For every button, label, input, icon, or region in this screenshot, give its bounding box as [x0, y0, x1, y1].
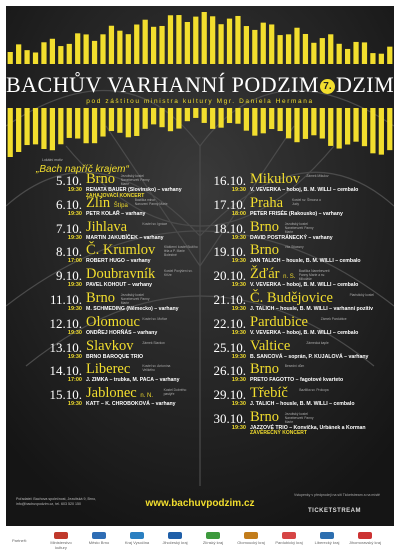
event-city-name: Doubravník [86, 266, 156, 283]
event-city [250, 409, 279, 426]
event-time: 19:30 [231, 329, 246, 336]
event-performer: J. ZIMKA – trubka, M. PACA – varhany [86, 377, 180, 384]
organ-pipe [75, 108, 80, 139]
sponsor-logo-mark [244, 532, 258, 539]
sponsor-name: Jihočeský kraj [162, 540, 188, 545]
organ-pipe [84, 34, 89, 64]
event-venue: Kostel sv. Antonína Velikého [142, 364, 171, 373]
organ-pipe [16, 44, 21, 64]
event-city [250, 219, 279, 236]
event-city [250, 338, 290, 355]
event-performer: J. TALICH – housle, B. M. WILLI – cembalo [250, 401, 355, 408]
sponsor-logo [348, 532, 382, 545]
event-performer: RENATA BAUER (Slovinsko) – varhany [86, 187, 182, 193]
event-city [86, 361, 130, 378]
event-performer: PETER FRISÉE (Rakousko) – varhany [250, 210, 343, 217]
event-city-name: Žďár [250, 266, 280, 283]
event-city-name: Brno [250, 242, 279, 259]
organ-pipe [294, 28, 299, 64]
organ-pipe [244, 108, 249, 131]
organ-pipe [92, 108, 97, 143]
event-note: ZAHAJOVACÍ KONCERT [86, 192, 145, 199]
organ-pipe [269, 108, 274, 129]
event-performer: BRNO BAROQUE TRIO [86, 353, 144, 360]
event-time: 19:30 [67, 282, 82, 289]
event-city-name: Brno [250, 408, 279, 425]
sponsor-logo [44, 532, 78, 550]
organ-pipe [362, 108, 367, 146]
event-venue: Kostel Povýšení sv. Kříže [164, 269, 193, 278]
tagline-small: Lokální motiv [42, 158, 63, 162]
title-text: BACHŮV VARHANNÍ PODZIM [6, 72, 319, 97]
sponsor-logo-mark [320, 532, 334, 539]
event-city [250, 314, 308, 331]
event-time: 19:30 [67, 210, 82, 217]
event-date: 13.10. [49, 339, 82, 355]
organ-pipe [134, 25, 139, 64]
event-performer: KATT – K. CHROBOKOVÁ – varhany [86, 401, 176, 408]
event-city [86, 338, 134, 355]
organ-pipe [303, 108, 308, 139]
website-link[interactable]: www.bachuvpodzim.cz [145, 498, 255, 509]
event-city-suffix: n. S. [283, 274, 296, 281]
sponsor-logo-mark [358, 532, 372, 539]
event-date: 12.10. [49, 315, 82, 331]
organ-pipe [227, 19, 232, 64]
event-time: 19:30 [231, 234, 246, 241]
organ-pipe [41, 108, 46, 149]
event-date: 20.10. [213, 268, 246, 284]
sponsor-name: Pardubický kraj [275, 540, 303, 545]
event-city [86, 385, 153, 402]
organ-pipe [168, 108, 173, 131]
event-venue: Zámecká kaple [306, 340, 329, 345]
organ-pipe [100, 34, 105, 64]
organ-pipe [328, 108, 333, 146]
event-venue: Kostel sv. Šimona a Judy [292, 197, 321, 206]
organ-pipe [286, 108, 291, 138]
event-time: 19:30 [231, 424, 246, 431]
organizer-note: Pořadatel: Bachova společnost, Jezuitská 9, Brno, info@bachuvpodzim.cz, tel. 603 520 150 [16, 497, 97, 506]
event-city [250, 385, 288, 402]
organ-pipe [50, 39, 55, 64]
organ-pipe [261, 108, 266, 133]
event-date: 18.10. [213, 220, 246, 236]
organ-pipe [353, 42, 358, 64]
event-city-name: Č. Krumlov [86, 242, 156, 259]
organ-pipe [227, 108, 232, 123]
event-venue: Kostel sv. Mořice [142, 316, 168, 321]
organ-pipe [252, 30, 257, 64]
sponsor-logo [310, 532, 344, 545]
event-venue: Vila Stiassny [284, 245, 304, 250]
event-city-name: Zlín [86, 194, 111, 211]
organ-pipe [151, 108, 156, 124]
event-date: 21.10. [213, 291, 246, 307]
organ-pipe [218, 24, 223, 64]
organ-pipe [176, 108, 181, 129]
event-city-name: Olomouc [86, 313, 140, 330]
organ-pipe [252, 108, 257, 136]
organ-pipe [134, 108, 139, 136]
organ-pipe [117, 31, 122, 64]
sponsor-logo [272, 532, 306, 545]
event-performer: JAZZOVÉ TRIO – Konvička, Urbánek a Korman [250, 424, 366, 431]
event-city [250, 361, 279, 378]
event-city-name: Jihlava [86, 218, 128, 235]
organ-pipe [379, 108, 384, 155]
event-city-name: Třebíč [250, 385, 288, 402]
organ-pipe [337, 108, 342, 149]
title-text-end: DZIM [335, 72, 394, 97]
organ-pipe [320, 38, 325, 64]
event-performer: V. VEVERKA – hoboj, B. M. WILLI – cembalo [250, 282, 359, 289]
event-venue: Piaristický kostel [349, 292, 374, 297]
sponsor-logo [234, 532, 268, 545]
organ-pipe [202, 108, 207, 123]
event-city [86, 242, 155, 259]
event-date: 25.10. [213, 339, 246, 355]
organ-pipe [33, 108, 38, 144]
event-venue: Jezuitský kostel Nanebevzetí Panny Marie [284, 411, 314, 424]
event-performer: MARTIN JAKUBÍČEK – varhany [86, 234, 164, 241]
event-city [250, 171, 300, 188]
event-city [86, 195, 128, 212]
organ-pipe [353, 108, 358, 142]
organ-pipe [185, 108, 190, 121]
ticketstream-logo[interactable]: TICKETSTREAM [308, 508, 361, 514]
organ-pipe [303, 34, 308, 64]
event-time: 19:30 [67, 353, 82, 360]
event-performer: ONDŘEJ HORŇÁS – varhany [86, 329, 158, 336]
sponsor-logo [82, 532, 116, 545]
organ-pipe [320, 108, 325, 139]
event-city-name: Brno [250, 361, 279, 378]
event-date: 15.10. [49, 387, 82, 403]
event-performer: B. SANCOVÁ – soprán, P. KUJALOVÁ – varhany [250, 353, 369, 360]
organ-pipe [193, 17, 198, 64]
event-city-name: Brno [86, 289, 115, 306]
organ-pipe [379, 54, 384, 64]
event-venue: Kostel Dobrého pastýře [163, 388, 187, 397]
organ-pipe [387, 108, 392, 150]
event-time: 19:30 [231, 401, 246, 408]
event-city-suffix: n. N. [140, 393, 154, 400]
sponsor-logo [120, 532, 154, 545]
event-date: 11.10. [49, 291, 82, 307]
event-time: 19:30 [231, 353, 246, 360]
organ-pipe [67, 44, 72, 64]
organ-pipe [261, 23, 266, 64]
organ-pipe [24, 108, 29, 145]
organ-pipe [126, 108, 131, 137]
organ-pipe [193, 108, 198, 118]
event-time: 19:30 [231, 305, 246, 312]
event-city [86, 171, 115, 188]
event-time: 19:30 [67, 401, 82, 408]
event-date: 9.10. [56, 268, 82, 284]
event-city-suffix: Štípa [113, 202, 128, 209]
poster [6, 6, 394, 526]
organ-pipe [286, 34, 291, 64]
event-date: 8.10. [56, 244, 82, 260]
organ-pipe [311, 43, 316, 64]
organ-pipe [235, 16, 240, 64]
organ-pipe [244, 26, 249, 64]
event-city-name: Brno [86, 171, 115, 187]
organ-pipe [387, 47, 392, 64]
event-venue: Bazilika Nanebevzetí Panny Marie a sv. Mikuláše [298, 269, 330, 282]
event-city-name: Pardubice [250, 313, 308, 330]
organ-pipe [278, 35, 283, 64]
event-city-name: Praha [250, 194, 284, 211]
sponsor-logo-mark [54, 532, 68, 539]
organ-pipe [117, 108, 122, 133]
organ-pipe [168, 15, 173, 64]
event-venue: Jezuitský kostel Nanebevzetí Panny Marie [120, 174, 150, 186]
event-time: 19:30 [67, 305, 82, 312]
organ-pipe [176, 15, 181, 64]
organ-pipe [143, 108, 148, 129]
event-venue: Kostel sv. Ignáce [142, 221, 168, 226]
organ-pipe [362, 42, 367, 64]
event-time: 19:30 [231, 377, 246, 384]
tagline: „Bach napříč krajem“ [36, 164, 129, 175]
organ-pipe [67, 108, 72, 138]
organ-pipe [210, 108, 215, 129]
event-performer: V. VEVERKA – hoboj, B. M. WILLI – cembalo [250, 329, 359, 336]
event-performer: PRETO FAGOTTO – fagotové kvarteto [250, 377, 344, 384]
organ-pipe [75, 33, 80, 64]
event-time: 19:30 [231, 187, 246, 193]
event-date: 26.10. [213, 363, 246, 379]
organ-pipe [24, 50, 29, 64]
organ-pipe [294, 108, 299, 142]
organ-pipe [100, 108, 105, 137]
organ-pipe [328, 34, 333, 64]
sponsors-label: Partneři: [12, 538, 28, 543]
event-performer: PAVEL KOHOUT – varhany [86, 282, 153, 289]
sponsor-name: Liberecký kraj [314, 540, 340, 545]
organ-pipe [210, 16, 215, 64]
event-venue: Jezuitský kostel Nanebevzetí Panny Marie [284, 221, 314, 234]
event-performer: M. SCHMEDING (Německo) – varhany [86, 305, 179, 312]
event-venue: Zámek Pardubice [320, 316, 347, 321]
event-city-name: Mikulov [250, 171, 300, 187]
event-city-name: Slavkov [86, 337, 134, 354]
sponsors-bar [0, 527, 400, 560]
event-city-name: Jablonec [86, 385, 137, 402]
event-time: 17:00 [67, 258, 82, 265]
organ-pipe [8, 108, 13, 157]
event-performer: ROBERT HUGO – varhany [86, 258, 151, 265]
event-date: 7.10. [56, 220, 82, 236]
event-city [86, 314, 140, 331]
organ-pipe [202, 12, 207, 64]
organ-pipe [143, 20, 148, 64]
event-city [86, 266, 155, 283]
sponsor-logo [196, 532, 230, 545]
sponsor-logo-mark [206, 532, 220, 539]
event-time: 17:00 [67, 377, 82, 384]
sponsor-name: Olomoucký kraj [237, 540, 265, 545]
organ-pipe [84, 108, 89, 143]
ticket-note: Vstupenky v předprodeji na síti Ticketstream a na místě [294, 493, 380, 497]
event-performer: JAN TALICH – housle, B. M. WILLI – cembalo [250, 258, 361, 265]
event-date: 29.10. [213, 387, 246, 403]
event-venue: Jezuitský kostel Nanebevzetí Panny Marie [120, 292, 150, 305]
event-date: 22.10. [213, 315, 246, 331]
sponsor-name: Město Brno [88, 540, 110, 545]
organ-pipe [126, 34, 131, 64]
event-venue: Klášterní kostel Božího těla a P. Marie Bolestné [164, 245, 198, 258]
sponsor-name: Kraj Vysočina [124, 540, 150, 545]
event-city-name: Valtice [250, 337, 291, 354]
sponsor-logo-mark [168, 532, 182, 539]
sponsor-logo [158, 532, 192, 545]
organ-pipe [370, 53, 375, 64]
organ-pipe [345, 49, 350, 64]
sponsor-logo-mark [282, 532, 296, 539]
organ-pipe [109, 108, 114, 131]
event-city [250, 266, 295, 283]
organ-pipe [151, 27, 156, 64]
organ-pipe [370, 108, 375, 153]
event-time: 19:30 [231, 282, 246, 289]
event-date: 17.10. [213, 196, 246, 212]
event-date: 19.10. [213, 244, 246, 260]
event-venue: Zámek Mikulov [306, 174, 329, 178]
sponsor-logo-mark [92, 532, 106, 539]
event-performer: DAVID POSTRÁNECKÝ – varhany [250, 234, 333, 241]
event-date: 6.10. [56, 196, 82, 212]
event-time: 19:30 [67, 234, 82, 241]
sponsor-name: Ministerstvo kultury [50, 540, 72, 550]
event-venue: Bazilika sv. Prokopa [299, 388, 329, 393]
event-performer: J. TALICH – housle, B. M. WILLI – varhanní pozitiv [250, 305, 373, 312]
event-time: 19:30 [67, 329, 82, 336]
event-venue: Besední dům [284, 364, 305, 369]
sponsor-logo-mark [130, 532, 144, 539]
organ-pipe [345, 108, 350, 145]
event-city-name: Č. Budějovice [250, 289, 333, 306]
event-city-name: Brno [250, 218, 279, 235]
event-date: 14.10. [49, 363, 82, 379]
organ-pipe [33, 52, 38, 64]
event-time: 18:00 [231, 210, 246, 217]
organ-pipe [58, 46, 63, 64]
event-date: 5.10. [56, 173, 82, 188]
organ-pipe [41, 42, 46, 64]
event-city [250, 195, 283, 212]
organ-pipe [185, 22, 190, 64]
event-performer: V. VEVERKA – hoboj, B. M. WILLI – cembalo [250, 187, 359, 193]
organ-pipe [235, 108, 240, 124]
event-date: 30.10. [213, 410, 246, 426]
event-city [86, 290, 115, 307]
event-date: 16.10. [213, 173, 246, 188]
organ-pipe [278, 108, 283, 131]
organ-pipe [159, 108, 164, 127]
event-time: 19:30 [231, 258, 246, 265]
organ-pipe [311, 108, 316, 135]
organ-pipe [218, 108, 223, 128]
sponsor-name: Zlínský kraj [202, 540, 224, 545]
sponsor-name: Jihomoravský kraj [348, 540, 381, 545]
organ-pipe [92, 41, 97, 64]
organ-pipe [109, 26, 114, 64]
event-performer: PETR KOLAŘ – varhany [86, 210, 146, 217]
organ-pipe [8, 52, 13, 64]
event-note: ZÁVĚREČNÝ KONCERT [250, 430, 307, 437]
organ-pipe [50, 108, 55, 150]
event-venue: Zámek Slavkov [142, 340, 165, 345]
event-venue: Bazilika minor Narození Panny Marie [134, 197, 168, 206]
organ-pipe [337, 44, 342, 64]
festival-title [6, 72, 394, 98]
event-time: 19:30 [67, 187, 82, 193]
organ-pipe [269, 24, 274, 64]
event-city [250, 242, 279, 259]
festival-subtitle: pod záštitou ministra kultury Mgr. Daniela Hermana [86, 98, 314, 105]
event-city [250, 290, 333, 307]
organ-pipe [58, 108, 63, 144]
edition-badge: 7. [320, 79, 335, 94]
organ-pipe [159, 26, 164, 64]
organ-pipe [16, 108, 21, 152]
event-city-name: Liberec [86, 361, 131, 378]
event-city [86, 219, 127, 236]
